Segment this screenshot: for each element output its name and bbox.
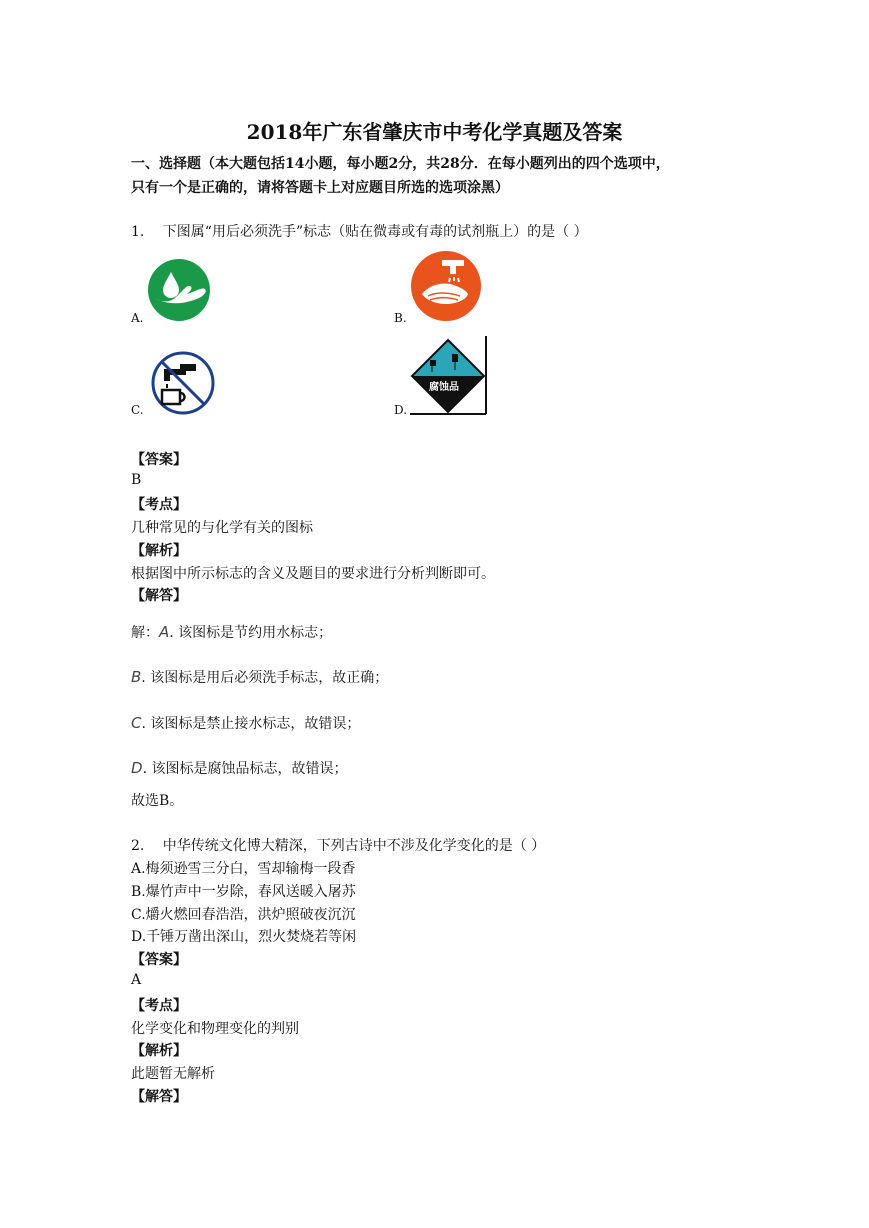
solution-text-b: . 该图标是用后必须洗手标志，故正确； [141,670,389,686]
section-heading-line2: 只有一个是正确的，请将答题卡上对应题目所选的选项涂黑） [131,180,509,196]
q2-option-c: C.爝火燃回春浩浩，洪炉照破夜沉沉 [131,907,356,923]
q1-stem: 1. 下图属“用后必须洗手”标志（贴在微毒或有毒的试剂瓶上）的是（ ） [131,224,588,240]
q1-solution-line-b [131,667,388,687]
q1-option-c-label: C. [131,403,144,417]
q1-option-b-label: B. [394,311,407,325]
page-title: 2018年广东省肇庆市中考化学真题及答案 [246,120,623,144]
section-heading-line1: 一、选择题（本大题包括14小题，每小题2分，共28分．在每小题列出的四个选项中， [131,156,670,172]
no-water-taking-icon [150,350,216,416]
solution-text-c: . 该图标是禁止接水标志，故错误； [141,716,361,732]
water-saving-icon [147,258,211,322]
q1-analysis: 根据图中所示标志的含义及题目的要求进行分析判断即可。 [131,566,495,582]
q2-stem: 2. 中华传统文化博大精深，下列古诗中不涉及化学变化的是（ ） [131,838,546,854]
corrosive-sign-text: 腐蚀品 [429,382,459,393]
solution-prefix: 解： [131,625,159,641]
q2-point: 化学变化和物理变化的判别 [131,1021,299,1037]
q2-point-heading: 【考点】 [131,998,187,1014]
q1-option-a-label: A. [131,311,144,325]
q2-analysis-heading: 【解析】 [131,1043,187,1059]
q1-conclusion: 故选B。 [131,793,184,809]
solution-letter-b: B [131,668,142,686]
solution-text-a: . 该图标是节约用水标志； [169,625,333,641]
q2-option-a: A.梅须逊雪三分白，雪却输梅一段香 [131,861,356,877]
corrosive-icon [408,336,490,418]
q1-solution-heading: 【解答】 [131,588,187,604]
q1-analysis-heading: 【解析】 [131,543,187,559]
wash-hands-icon [410,250,482,322]
q2-option-b: B.爆竹声中一岁除，春风送暖入屠苏 [131,884,356,900]
q1-answer-heading: 【答案】 [131,452,187,468]
q2-option-d: D.千锤万凿出深山，烈火焚烧若等闲 [131,929,357,945]
q1-point: 几种常见的与化学有关的图标 [131,520,313,536]
solution-letter-c: C [131,714,142,732]
q2-solution-heading: 【解答】 [131,1089,187,1105]
q1-point-heading: 【考点】 [131,497,187,513]
q2-answer-heading: 【答案】 [131,952,187,968]
q2-analysis: 此题暂无解析 [131,1066,215,1082]
solution-letter-d: D [131,759,143,777]
q1-answer: B [131,472,142,488]
q2-answer: A [131,972,142,988]
q1-solution-line-d [131,758,347,778]
q1-option-d-label: D. [394,403,408,417]
q1-solution-line-c [131,713,360,733]
solution-letter-a: A [159,623,170,641]
q1-solution-line-a [131,622,332,642]
solution-text-d: . 该图标是腐蚀品标志，故错误； [142,761,348,777]
